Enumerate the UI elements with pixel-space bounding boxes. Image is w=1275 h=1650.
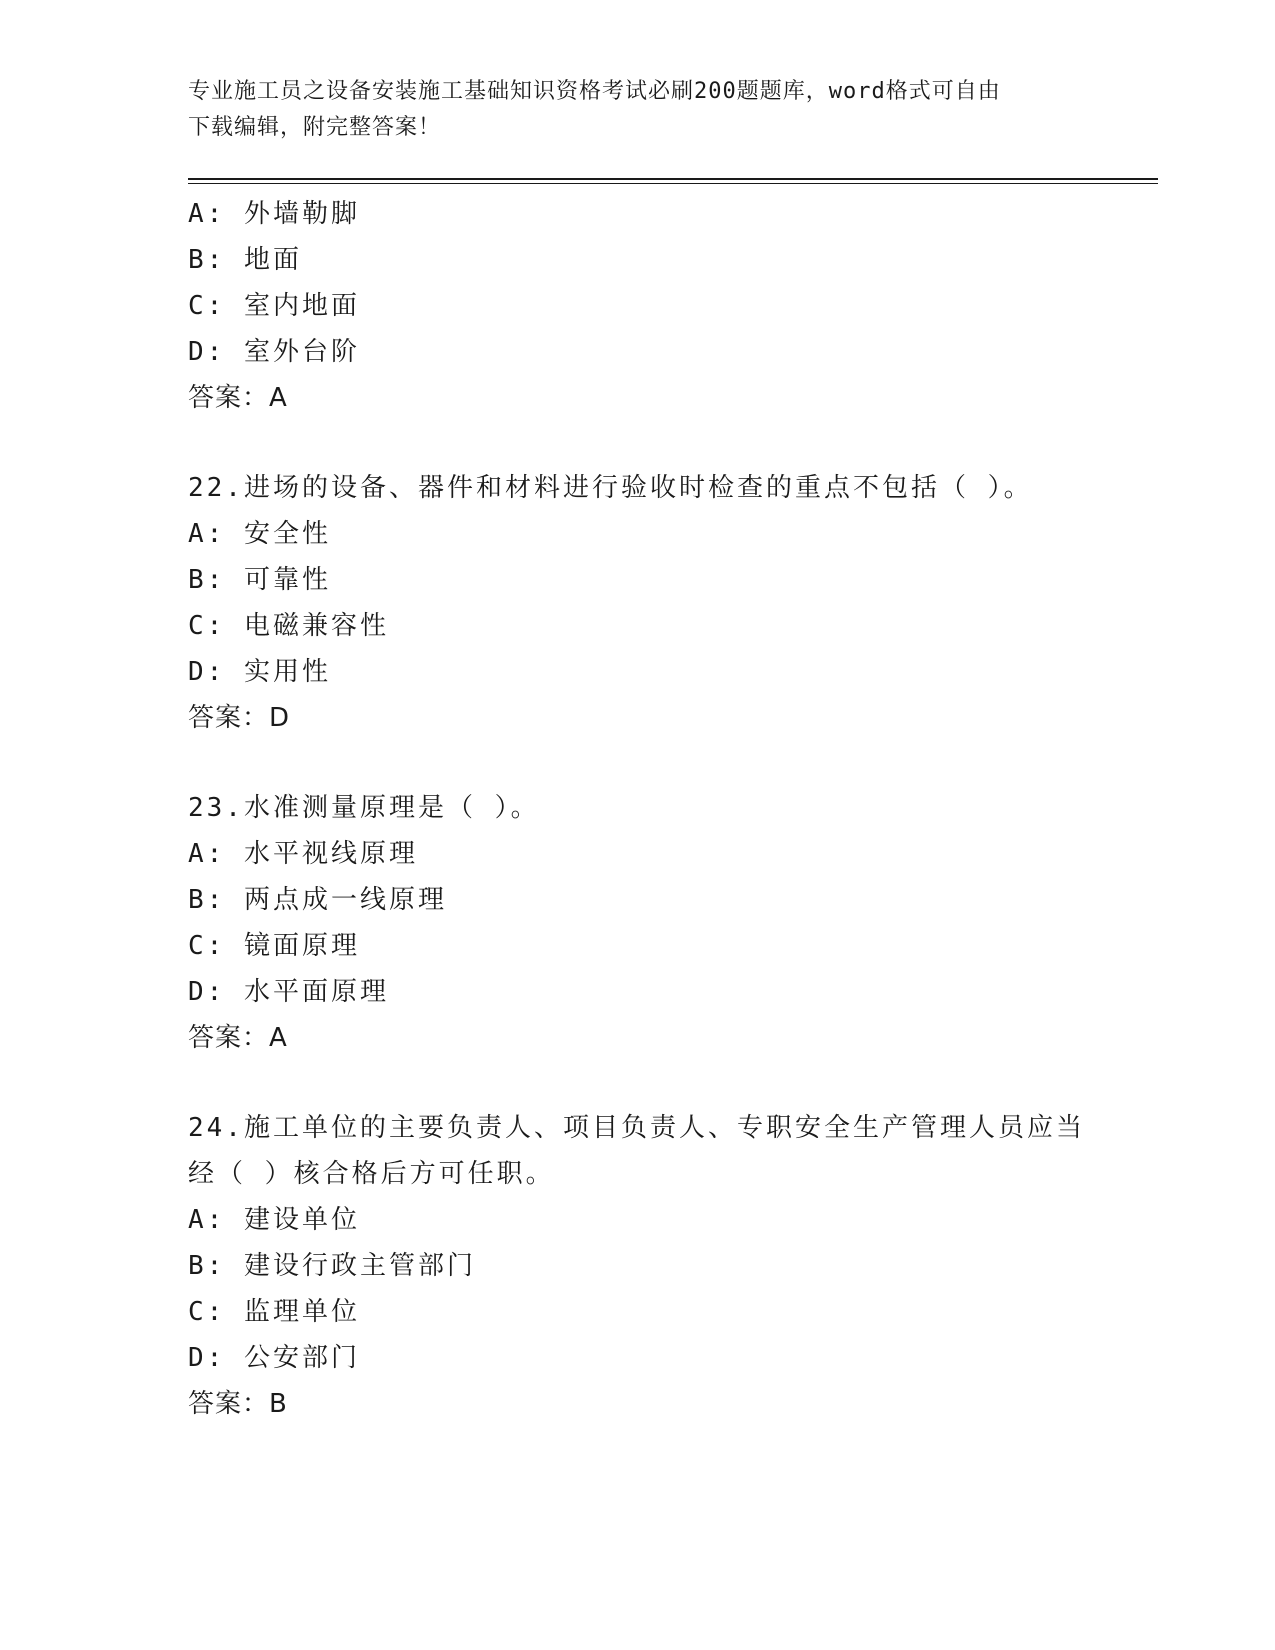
question-stem: 23.水准测量原理是（ ）。 (188, 793, 540, 823)
question-21 (188, 191, 1088, 421)
question-23 (188, 785, 1088, 1061)
option-b: B: 两点成一线原理 (188, 885, 447, 915)
answer-line: 答案：A (188, 383, 288, 413)
option-d: D: 室外台阶 (188, 337, 360, 367)
option-b: B: 地面 (188, 245, 302, 275)
header-line-2: 下载编辑，附完整答案！ (188, 115, 442, 140)
question-stem: 22.进场的设备、器件和材料进行验收时检查的重点不包括（ ）。 (188, 473, 1033, 503)
option-c: C: 室内地面 (188, 291, 360, 321)
option-b: B: 可靠性 (188, 565, 331, 595)
header-divider-thin (188, 183, 1158, 184)
header-divider-thick (188, 178, 1158, 180)
question-24 (188, 1105, 1088, 1427)
option-a: A: 建设单位 (188, 1205, 360, 1235)
question-stem-line-1: 24.施工单位的主要负责人、项目负责人、专职安全生产管理人员应当 (188, 1113, 1085, 1143)
option-d: D: 实用性 (188, 657, 331, 687)
question-spacer (188, 421, 1088, 465)
option-c: C: 电磁兼容性 (188, 611, 389, 641)
option-a: A: 安全性 (188, 519, 331, 549)
option-b: B: 建设行政主管部门 (188, 1251, 476, 1281)
document-header (188, 74, 1088, 146)
question-spacer (188, 741, 1088, 785)
question-stem-line-2: 经（ ）核合格后方可任职。 (188, 1159, 555, 1189)
question-list (188, 191, 1088, 1427)
option-a: A: 水平视线原理 (188, 839, 418, 869)
answer-line: 答案：A (188, 1023, 288, 1053)
option-c: C: 监理单位 (188, 1297, 360, 1327)
option-d: D: 水平面原理 (188, 977, 389, 1007)
answer-line: 答案：B (188, 1389, 288, 1419)
option-c: C: 镜面原理 (188, 931, 360, 961)
option-a: A: 外墙勒脚 (188, 199, 360, 229)
question-22 (188, 465, 1088, 741)
question-spacer (188, 1061, 1088, 1105)
answer-line: 答案：D (188, 703, 291, 733)
header-line-1: 专业施工员之设备安装施工基础知识资格考试必刷200题题库，word格式可自由 (188, 79, 1001, 104)
option-d: D: 公安部门 (188, 1343, 360, 1373)
